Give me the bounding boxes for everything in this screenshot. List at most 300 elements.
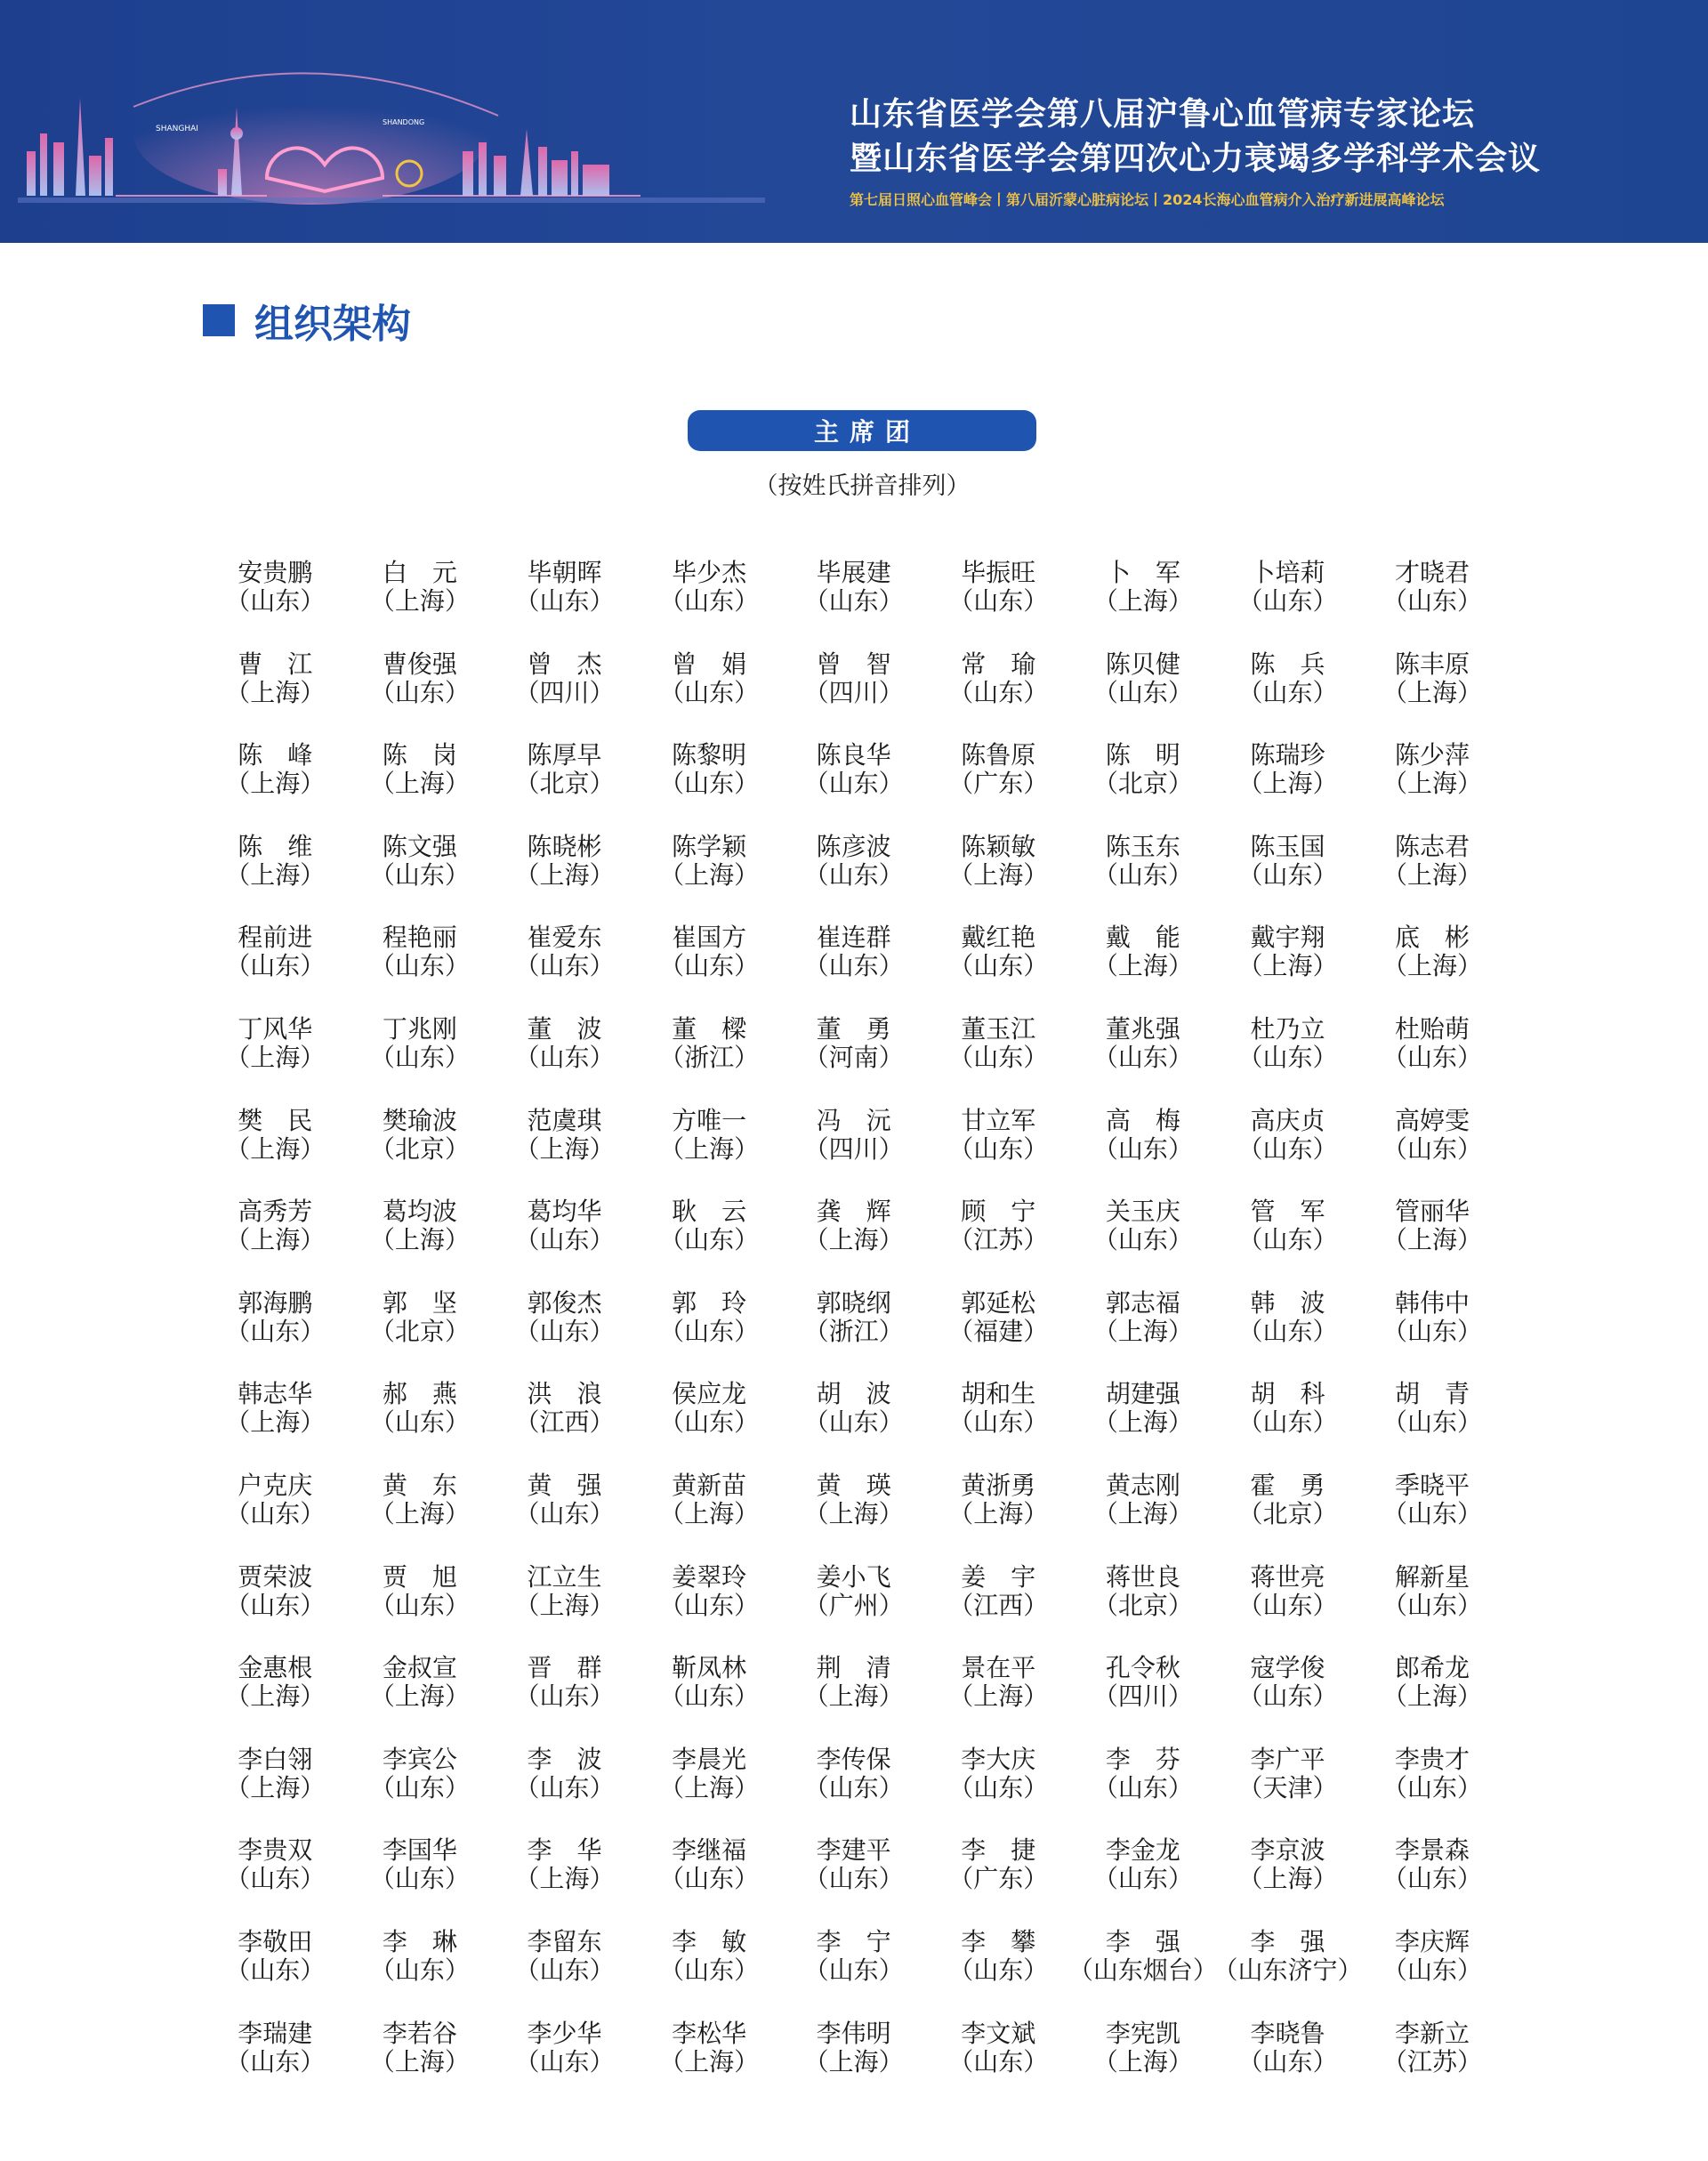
member-entry xyxy=(492,1746,637,1837)
member-entry xyxy=(348,1836,493,1928)
member-entry xyxy=(203,650,348,742)
member-name: 毕朝晖 xyxy=(527,558,602,587)
member-entry xyxy=(1360,650,1505,742)
member-region: （山东） xyxy=(1382,1498,1483,1528)
member-region: （山东） xyxy=(1382,1316,1483,1346)
member-name: 李 宁 xyxy=(816,1926,891,1956)
member-entry xyxy=(637,1197,782,1289)
member-name: 郭延松 xyxy=(961,1287,1036,1318)
member-region: （山东） xyxy=(1092,1042,1193,1072)
member-region: （上海） xyxy=(225,1225,326,1255)
member-region: （山东） xyxy=(514,1772,615,1802)
member-name: 胡 波 xyxy=(816,1379,891,1409)
member-entry xyxy=(1360,559,1505,650)
member-entry xyxy=(781,1107,926,1198)
member-region: （山东） xyxy=(1237,677,1338,707)
member-region: （上海） xyxy=(1092,2046,1193,2076)
member-name: 龚 辉 xyxy=(816,1197,891,1227)
member-name: 曹 江 xyxy=(238,649,313,679)
member-region: （上海） xyxy=(1382,1681,1483,1712)
member-region: （山东） xyxy=(1092,859,1193,890)
member-region: （山东） xyxy=(659,951,760,981)
member-entry xyxy=(348,1197,493,1289)
member-name: 李晓鲁 xyxy=(1250,2018,1325,2048)
member-entry xyxy=(926,1928,1071,2020)
member-name: 黄 瑛 xyxy=(816,1470,891,1500)
member-entry xyxy=(1071,833,1216,924)
member-region: （上海） xyxy=(948,1498,1049,1528)
member-name: 戴宇翔 xyxy=(1250,923,1325,953)
member-region: （山东） xyxy=(1382,1407,1483,1438)
member-name: 关玉庆 xyxy=(1105,1197,1180,1227)
member-entry xyxy=(348,1107,493,1198)
member-name: 李宪凯 xyxy=(1105,2018,1180,2048)
member-name: 李宾公 xyxy=(382,1744,457,1774)
member-entry xyxy=(1215,833,1360,924)
member-region: （山东） xyxy=(803,1955,904,1985)
member-region: （上海） xyxy=(225,1133,326,1164)
member-region: （上海） xyxy=(1237,951,1338,981)
member-name: 高庆贞 xyxy=(1250,1105,1325,1135)
member-name: 陈彦波 xyxy=(816,831,891,861)
member-entry xyxy=(203,1289,348,1381)
member-name: 胡建强 xyxy=(1105,1379,1180,1409)
member-region: （山东） xyxy=(659,677,760,707)
member-entry xyxy=(781,741,926,833)
member-entry xyxy=(1360,1836,1505,1928)
member-region: （山东） xyxy=(1092,1225,1193,1255)
member-name: 曹俊强 xyxy=(382,649,457,679)
member-entry xyxy=(926,741,1071,833)
member-name: 景在平 xyxy=(961,1653,1036,1683)
member-entry xyxy=(203,1380,348,1472)
member-name: 范虞琪 xyxy=(527,1105,602,1135)
member-region: （上海） xyxy=(225,1407,326,1438)
member-entry xyxy=(781,1015,926,1107)
member-region: （广东） xyxy=(948,1864,1049,1894)
member-entry xyxy=(203,1197,348,1289)
member-region: （山东） xyxy=(225,2046,326,2076)
member-entry xyxy=(203,1472,348,1563)
member-entry xyxy=(492,1380,637,1472)
member-region: （上海） xyxy=(369,2046,470,2076)
member-name: 霍 勇 xyxy=(1250,1470,1325,1500)
member-name: 黄 强 xyxy=(527,1470,602,1500)
member-name: 卜培莉 xyxy=(1250,558,1325,587)
member-region: （山东） xyxy=(659,769,760,799)
banner-subtitle: 第七届日照心血管峰会丨第八届沂蒙心脏病论坛丨2024长海心血管病介入治疗新进展高峰论坛 xyxy=(850,191,1445,208)
member-region: （上海） xyxy=(369,1498,470,1528)
member-entry xyxy=(492,1289,637,1381)
member-entry xyxy=(492,650,637,742)
member-region: （山东） xyxy=(948,1772,1049,1802)
member-entry xyxy=(637,741,782,833)
member-entry xyxy=(781,1836,926,1928)
member-name: 董 勇 xyxy=(816,1013,891,1044)
member-region: （上海） xyxy=(1237,769,1338,799)
member-region: （山东） xyxy=(948,1042,1049,1072)
member-name: 郭海鹏 xyxy=(238,1287,313,1318)
skyline-illustration xyxy=(0,0,801,243)
member-region: （上海） xyxy=(659,2046,760,2076)
member-name: 李金龙 xyxy=(1105,1835,1180,1866)
member-name: 崔连群 xyxy=(816,923,891,953)
member-entry xyxy=(637,1654,782,1746)
member-name: 靳凤林 xyxy=(672,1653,747,1683)
member-name: 李国华 xyxy=(382,1835,457,1866)
member-region: （上海） xyxy=(225,1681,326,1712)
member-entry xyxy=(348,2020,493,2111)
member-region: （山东） xyxy=(1237,859,1338,890)
member-region: （山东） xyxy=(225,1864,326,1894)
member-entry xyxy=(781,923,926,1015)
member-region: （山东） xyxy=(1382,1955,1483,1985)
member-region: （上海） xyxy=(225,677,326,707)
member-region: （上海） xyxy=(803,2046,904,2076)
member-region: （上海） xyxy=(1237,1864,1338,1894)
member-name: 李 攀 xyxy=(961,1926,1036,1956)
member-region: （上海） xyxy=(225,1772,326,1802)
member-name: 李 波 xyxy=(527,1744,602,1774)
member-region: （山东） xyxy=(948,1133,1049,1164)
member-entry xyxy=(781,1654,926,1746)
member-region: （上海） xyxy=(1382,1225,1483,1255)
member-entry xyxy=(926,1380,1071,1472)
member-entry xyxy=(637,559,782,650)
member-region: （上海） xyxy=(1382,677,1483,707)
member-name: 郭 玲 xyxy=(672,1287,747,1318)
member-region: （浙江） xyxy=(803,1316,904,1346)
member-name: 丁兆刚 xyxy=(382,1013,457,1044)
member-entry xyxy=(203,741,348,833)
member-name: 李景森 xyxy=(1395,1835,1470,1866)
member-name: 胡和生 xyxy=(961,1379,1036,1409)
member-region: （四川） xyxy=(803,1133,904,1164)
member-entry xyxy=(492,2020,637,2111)
member-entry xyxy=(203,1746,348,1837)
member-name: 陈 峰 xyxy=(238,740,313,770)
member-region: （山东） xyxy=(369,1864,470,1894)
member-entry xyxy=(492,1563,637,1655)
member-region: （山东） xyxy=(225,1498,326,1528)
member-region: （山东） xyxy=(948,1407,1049,1438)
sort-note: （按姓氏拼音排列） xyxy=(753,472,971,500)
member-name: 陈文强 xyxy=(382,831,457,861)
member-entry xyxy=(926,1654,1071,1746)
member-name: 李 捷 xyxy=(961,1835,1036,1866)
member-name: 李瑞建 xyxy=(238,2018,313,2048)
member-name: 崔爱东 xyxy=(527,923,602,953)
member-entry xyxy=(781,1472,926,1563)
member-entry xyxy=(1360,2020,1505,2111)
member-entry xyxy=(348,1928,493,2020)
member-entry xyxy=(1215,1563,1360,1655)
member-name: 陈晓彬 xyxy=(527,831,602,861)
member-entry xyxy=(1071,1197,1216,1289)
member-name: 陈黎明 xyxy=(672,740,747,770)
member-name: 晋 群 xyxy=(527,1653,602,1683)
member-name: 李继福 xyxy=(672,1835,747,1866)
member-name: 黄新苗 xyxy=(672,1470,747,1500)
member-entry xyxy=(926,650,1071,742)
member-region: （山东） xyxy=(948,951,1049,981)
member-entry xyxy=(492,833,637,924)
member-entry xyxy=(781,650,926,742)
member-entry xyxy=(637,1928,782,2020)
member-entry xyxy=(1360,923,1505,1015)
member-name: 耿 云 xyxy=(672,1197,747,1227)
member-entry xyxy=(1215,650,1360,742)
member-entry xyxy=(926,833,1071,924)
member-name: 戴 能 xyxy=(1105,923,1180,953)
member-region: （上海） xyxy=(514,1590,615,1620)
member-region: （山东） xyxy=(948,586,1049,616)
member-entry xyxy=(1215,1289,1360,1381)
section-heading xyxy=(203,292,411,349)
member-entry xyxy=(1360,1289,1505,1381)
member-name: 陈颖敏 xyxy=(961,831,1036,861)
member-name: 李白翎 xyxy=(238,1744,313,1774)
member-region: （江西） xyxy=(514,1407,615,1438)
member-entry xyxy=(1071,1472,1216,1563)
member-name: 陈志君 xyxy=(1395,831,1470,861)
member-region: （山东） xyxy=(1382,1864,1483,1894)
member-name: 李晨光 xyxy=(672,1744,747,1774)
member-region: （上海） xyxy=(1092,1316,1193,1346)
member-region: （山东） xyxy=(1382,586,1483,616)
member-name: 荆 清 xyxy=(816,1653,891,1683)
member-region: （山东） xyxy=(514,1042,615,1072)
member-name: 樊 民 xyxy=(238,1105,313,1135)
member-entry xyxy=(1360,1472,1505,1563)
member-entry xyxy=(926,1836,1071,1928)
member-entry xyxy=(203,1836,348,1928)
member-entry xyxy=(1215,1380,1360,1472)
member-entry xyxy=(348,741,493,833)
member-region: （山东） xyxy=(1237,1681,1338,1712)
member-region: （山东） xyxy=(1237,1590,1338,1620)
member-region: （山东） xyxy=(514,1498,615,1528)
member-name: 曾 娟 xyxy=(672,649,747,679)
member-region: （山东烟台） xyxy=(1068,1955,1218,1985)
member-region: （四川） xyxy=(514,677,615,707)
member-name: 李留东 xyxy=(527,1926,602,1956)
member-entry xyxy=(926,1472,1071,1563)
member-region: （山东） xyxy=(1237,1042,1338,1072)
member-name: 杜贻萌 xyxy=(1395,1013,1470,1044)
member-entry xyxy=(926,923,1071,1015)
member-entry xyxy=(926,1197,1071,1289)
member-region: （山东） xyxy=(1382,1042,1483,1072)
member-name: 毕少杰 xyxy=(672,558,747,587)
member-region: （上海） xyxy=(369,1681,470,1712)
member-name: 崔国方 xyxy=(672,923,747,953)
member-region: （山东） xyxy=(659,1864,760,1894)
member-region: （上海） xyxy=(369,586,470,616)
member-region: （山东） xyxy=(803,859,904,890)
member-name: 安贵鹏 xyxy=(238,558,313,587)
member-region: （上海） xyxy=(514,1133,615,1164)
member-region: （上海） xyxy=(1092,586,1193,616)
member-region: （福建） xyxy=(948,1316,1049,1346)
member-entry xyxy=(1215,1107,1360,1198)
member-entry xyxy=(1071,1836,1216,1928)
member-name: 李传保 xyxy=(816,1744,891,1774)
member-name: 季晓平 xyxy=(1395,1470,1470,1500)
member-name: 陈丰原 xyxy=(1395,649,1470,679)
member-region: （山东） xyxy=(369,859,470,890)
member-entry xyxy=(1215,1015,1360,1107)
member-name: 郎希龙 xyxy=(1395,1653,1470,1683)
member-name: 解新星 xyxy=(1395,1561,1470,1592)
member-region: （山东） xyxy=(1092,677,1193,707)
member-entry xyxy=(492,1836,637,1928)
member-entry xyxy=(1215,741,1360,833)
member-name: 樊瑜波 xyxy=(382,1105,457,1135)
member-entry xyxy=(203,1015,348,1107)
member-entry xyxy=(1360,1380,1505,1472)
member-entry xyxy=(1071,1746,1216,1837)
member-name: 李伟明 xyxy=(816,2018,891,2048)
member-region: （山东） xyxy=(514,1955,615,1985)
member-entry xyxy=(1215,1472,1360,1563)
member-entry xyxy=(637,1015,782,1107)
member-region: （上海） xyxy=(659,1772,760,1802)
member-entry xyxy=(926,1015,1071,1107)
member-entry xyxy=(926,2020,1071,2111)
member-region: （山东） xyxy=(369,1772,470,1802)
member-name: 陈 明 xyxy=(1105,740,1180,770)
member-entry xyxy=(1360,1928,1505,2020)
member-entry xyxy=(781,1928,926,2020)
member-region: （上海） xyxy=(659,1133,760,1164)
member-region: （北京） xyxy=(1092,1590,1193,1620)
member-region: （山东） xyxy=(803,1407,904,1438)
member-entry xyxy=(637,1746,782,1837)
header-banner xyxy=(0,0,1708,243)
member-entry xyxy=(348,923,493,1015)
member-entry xyxy=(926,1563,1071,1655)
member-region: （山东） xyxy=(514,1316,615,1346)
member-region: （江西） xyxy=(948,1590,1049,1620)
member-name: 李少华 xyxy=(527,2018,602,2048)
member-region: （山东） xyxy=(369,1407,470,1438)
member-region: （广东） xyxy=(948,769,1049,799)
member-entry xyxy=(637,1563,782,1655)
member-entry xyxy=(203,1654,348,1746)
member-name: 金惠根 xyxy=(238,1653,313,1683)
member-entry xyxy=(781,559,926,650)
member-region: （上海） xyxy=(948,859,1049,890)
banner-title-line1: 山东省医学会第八届沪鲁心血管病专家论坛 xyxy=(850,96,1476,133)
member-entry xyxy=(203,833,348,924)
member-name: 李 芬 xyxy=(1105,1744,1180,1774)
member-region: （山东） xyxy=(514,1225,615,1255)
member-entry xyxy=(1360,1015,1505,1107)
member-entry xyxy=(781,833,926,924)
member-name: 胡 青 xyxy=(1395,1379,1470,1409)
member-entry xyxy=(926,559,1071,650)
member-name: 胡 科 xyxy=(1250,1379,1325,1409)
member-entry xyxy=(1360,741,1505,833)
member-entry xyxy=(1215,1654,1360,1746)
member-name: 陈少萍 xyxy=(1395,740,1470,770)
member-name: 陈贝健 xyxy=(1105,649,1180,679)
member-region: （山东） xyxy=(659,1316,760,1346)
member-entry xyxy=(348,1563,493,1655)
member-name: 程艳丽 xyxy=(382,923,457,953)
member-region: （上海） xyxy=(1382,769,1483,799)
member-entry xyxy=(637,1380,782,1472)
member-entry xyxy=(781,2020,926,2111)
member-name: 李贵双 xyxy=(238,1835,313,1866)
section-title: 组织架构 xyxy=(254,302,411,347)
member-name: 郭俊杰 xyxy=(527,1287,602,1318)
member-name: 洪 浪 xyxy=(527,1379,602,1409)
member-region: （四川） xyxy=(803,677,904,707)
member-entry xyxy=(1360,833,1505,924)
member-entry xyxy=(1071,650,1216,742)
member-region: （北京） xyxy=(1237,1498,1338,1528)
member-region: （山东） xyxy=(225,1316,326,1346)
member-region: （山东） xyxy=(514,2046,615,2076)
member-entry xyxy=(492,1928,637,2020)
member-name: 李大庆 xyxy=(961,1744,1036,1774)
member-entry xyxy=(203,1107,348,1198)
member-entry xyxy=(781,1746,926,1837)
member-name: 郭志福 xyxy=(1105,1287,1180,1318)
member-region: （江苏） xyxy=(1382,2046,1483,2076)
member-region: （上海） xyxy=(1092,1498,1193,1528)
member-entry xyxy=(637,833,782,924)
member-entry xyxy=(637,1107,782,1198)
member-name: 董 樑 xyxy=(672,1013,747,1044)
member-region: （广州） xyxy=(803,1590,904,1620)
member-region: （上海） xyxy=(948,1681,1049,1712)
member-entry xyxy=(348,1289,493,1381)
member-region: （上海） xyxy=(225,769,326,799)
logo-left-text: SHANGHAI xyxy=(156,125,198,133)
member-entry xyxy=(781,1289,926,1381)
member-region: （山东） xyxy=(225,1955,326,1985)
member-name: 李 敏 xyxy=(672,1926,747,1956)
member-region: （上海） xyxy=(514,1864,615,1894)
member-region: （山东） xyxy=(1237,1225,1338,1255)
member-name: 姜翠玲 xyxy=(672,1561,747,1592)
member-name: 贾 旭 xyxy=(382,1561,457,1592)
member-name: 底 彬 xyxy=(1395,923,1470,953)
member-name: 李京波 xyxy=(1250,1835,1325,1866)
member-name: 孔令秋 xyxy=(1105,1653,1180,1683)
member-region: （山东） xyxy=(803,769,904,799)
member-name: 管 军 xyxy=(1250,1197,1325,1227)
member-name: 李若谷 xyxy=(382,2018,457,2048)
member-name: 程前进 xyxy=(238,923,313,953)
member-name: 韩志华 xyxy=(238,1379,313,1409)
member-name: 李敬田 xyxy=(238,1926,313,1956)
member-entry xyxy=(492,1015,637,1107)
member-name: 高秀芳 xyxy=(238,1197,313,1227)
member-region: （山东） xyxy=(659,1955,760,1985)
member-entry xyxy=(1071,1015,1216,1107)
member-name: 李新立 xyxy=(1395,2018,1470,2048)
member-region: （山东） xyxy=(1382,1590,1483,1620)
member-region: （上海） xyxy=(514,859,615,890)
member-entry xyxy=(637,923,782,1015)
member-region: （山东） xyxy=(514,951,615,981)
member-region: （山东） xyxy=(369,951,470,981)
member-name: 白 元 xyxy=(382,558,457,587)
